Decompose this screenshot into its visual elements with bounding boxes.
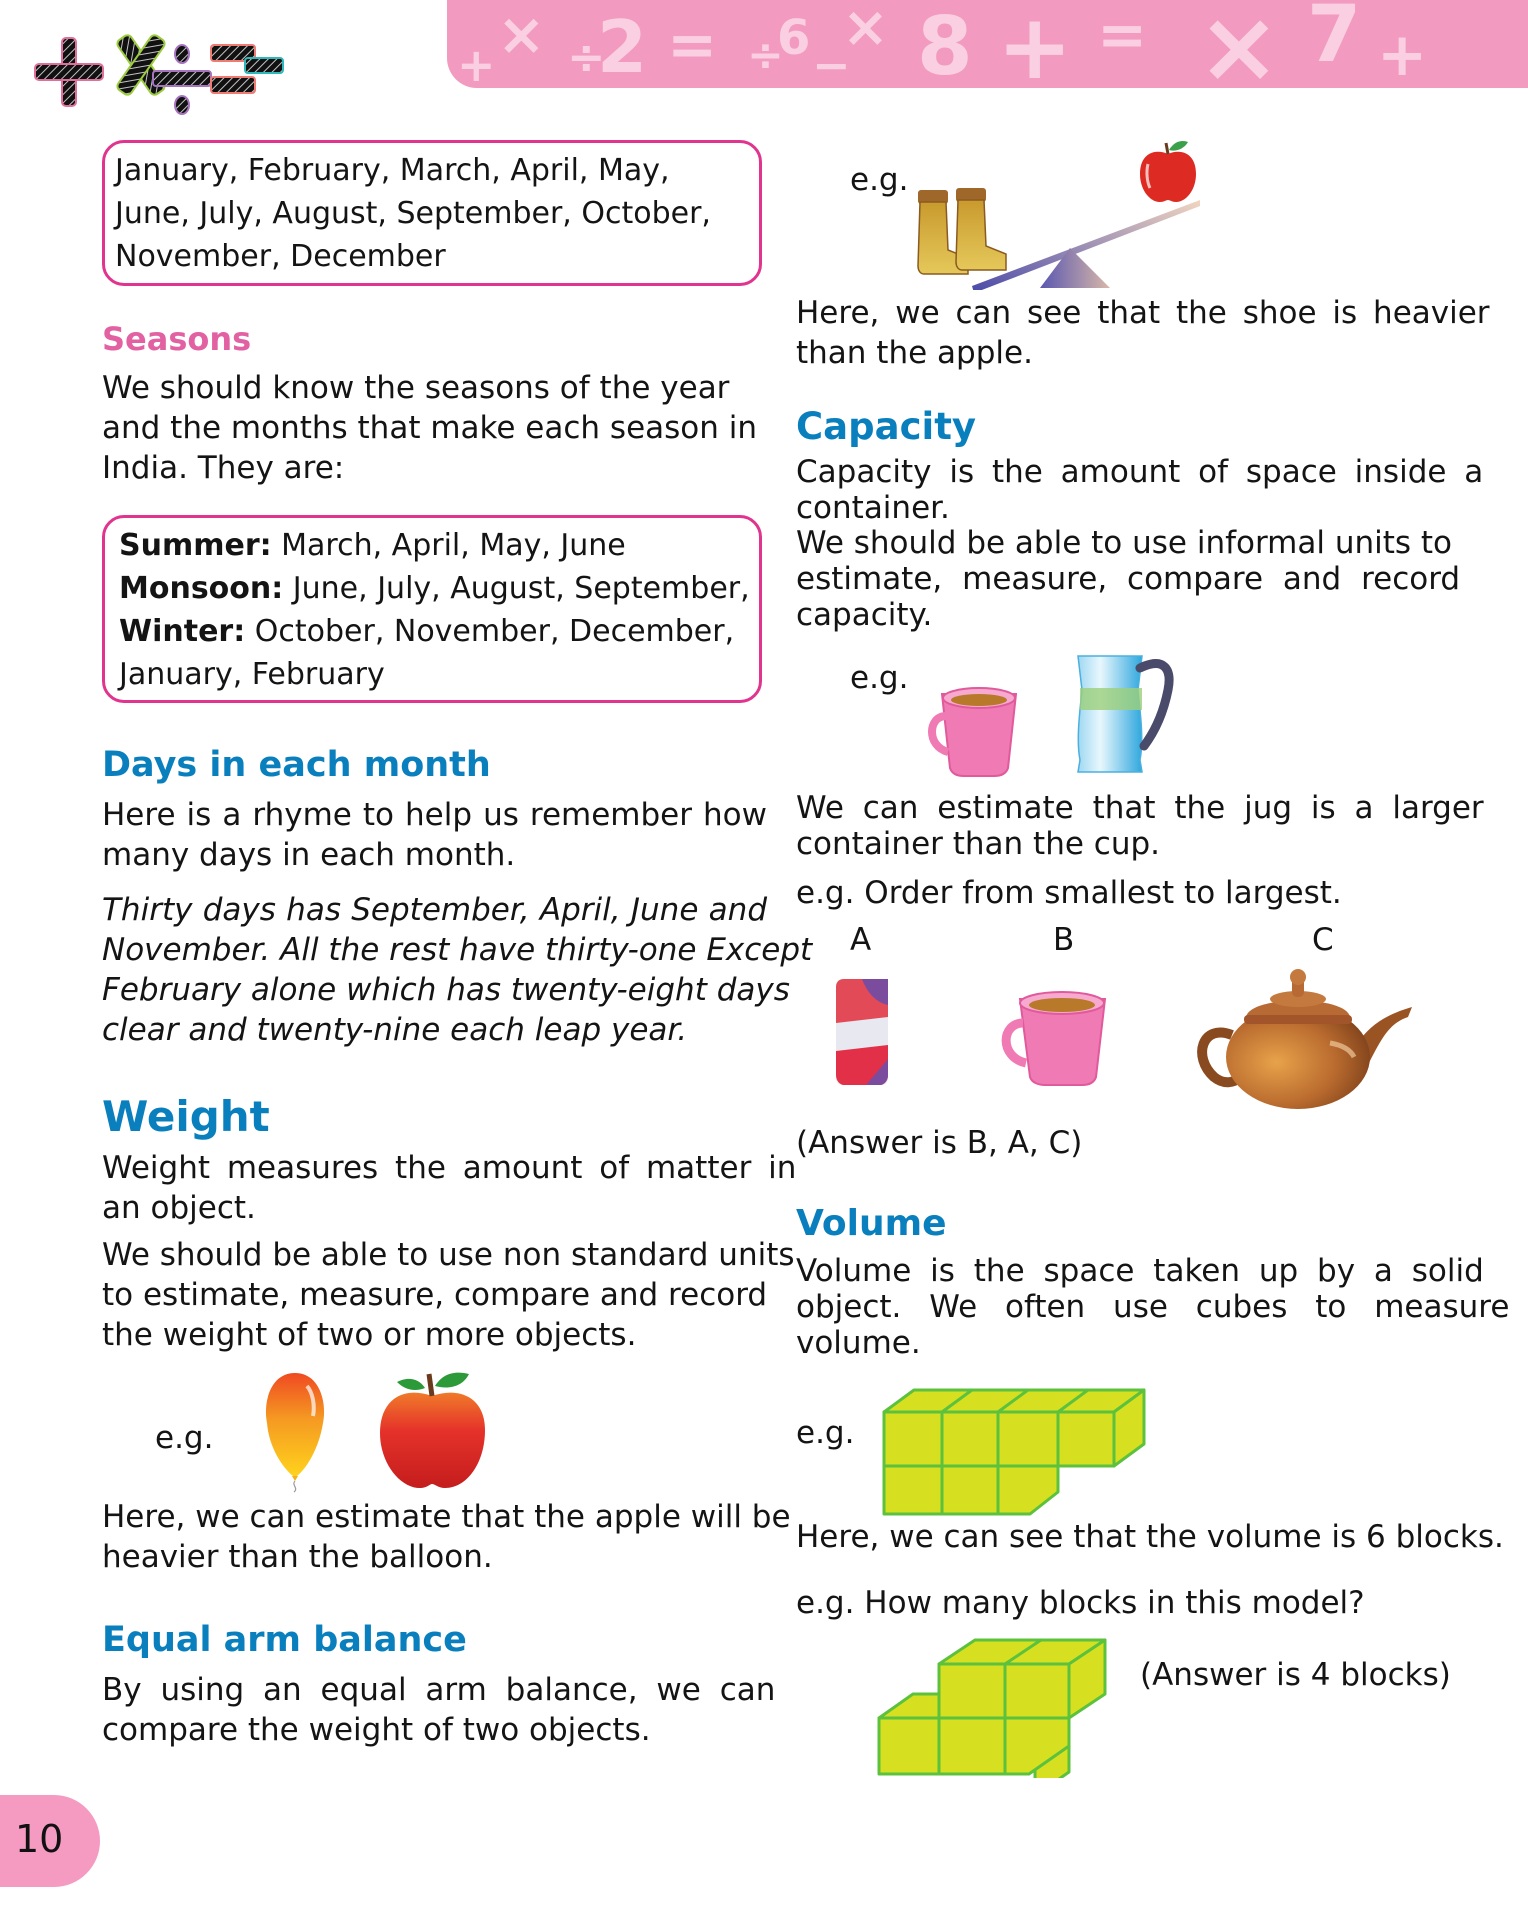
- header-band-glyph: 6: [777, 10, 811, 66]
- paragraph-line: Volume is the space taken up by a solid: [796, 1253, 1484, 1289]
- season-months: March, April, May, June: [271, 528, 626, 563]
- seesaw-eg-label: e.g.: [850, 162, 909, 198]
- seasons-box: [102, 515, 762, 703]
- days-rhyme: [102, 890, 813, 1050]
- months-line: November, December: [115, 239, 446, 274]
- paragraph-line: capacity.: [796, 597, 933, 633]
- times-icon: [116, 33, 167, 96]
- cube: [998, 1466, 1058, 1514]
- volume-eg-label: e.g.: [796, 1415, 855, 1451]
- seasons-paragraph: [102, 368, 767, 488]
- cube: [942, 1412, 998, 1466]
- paragraph-line: the weight of two or more objects.: [102, 1317, 637, 1353]
- apple-icon: [1140, 141, 1196, 202]
- weight-result: [102, 1497, 791, 1577]
- option-c-label: C: [1312, 922, 1334, 958]
- cube: [939, 1664, 1005, 1718]
- paragraph-line: heavier than the balloon.: [102, 1539, 493, 1575]
- option-b-label: B: [1053, 922, 1075, 958]
- paragraph-line: to estimate, measure, compare and record: [102, 1277, 768, 1313]
- volume-result: Here, we can see that the volume is 6 blocks.: [796, 1519, 1504, 1555]
- header-band-glyph: 8: [917, 0, 973, 88]
- boots-icon: [918, 188, 1006, 274]
- header-band-glyph: 2: [597, 5, 648, 88]
- season-monsoon: [119, 567, 750, 610]
- capacity-result: [796, 790, 1484, 862]
- paragraph-line: an object.: [102, 1190, 256, 1226]
- season-months: January, February: [119, 657, 385, 692]
- math-symbols-logo: [25, 30, 425, 120]
- minus-icon: [245, 58, 283, 73]
- rhyme-line: November. All the rest have thirty-one Except: [102, 932, 813, 968]
- header-band-glyph: ×: [842, 0, 889, 60]
- season-months: June, July, August, September,: [283, 571, 750, 606]
- volume-question: e.g. How many blocks in this model?: [796, 1585, 1365, 1621]
- cube: [879, 1718, 939, 1774]
- paragraph-line: Capacity is the amount of space inside a: [796, 454, 1484, 490]
- cube: [1005, 1664, 1069, 1718]
- paragraph-line: Weight measures the amount of matter in: [102, 1150, 797, 1186]
- balloon-image: [255, 1368, 335, 1493]
- paragraph-line: We should be able to use non standard units: [102, 1237, 795, 1273]
- seesaw-image: [910, 140, 1210, 290]
- paragraph-line: Here is a rhyme to help us remember how: [102, 797, 767, 833]
- paragraph-line: than the apple.: [796, 335, 1033, 371]
- seesaw-fulcrum: [1040, 248, 1110, 288]
- page-number: 10: [15, 1817, 64, 1861]
- rhyme-line: clear and twenty-nine each leap year.: [102, 1012, 688, 1048]
- plus-icon: [35, 38, 103, 106]
- cube-top-face-low: [879, 1694, 939, 1718]
- volume-definition: [796, 1253, 1510, 1361]
- seesaw-result: [796, 293, 1490, 373]
- header-band-glyph: 7: [1307, 0, 1362, 80]
- capacity-paragraph: [796, 525, 1460, 633]
- months-line: January, February, March, April, May,: [115, 153, 670, 188]
- seasons-heading: Seasons: [102, 320, 252, 358]
- cup-b-image: [995, 985, 1110, 1090]
- cube: [998, 1412, 1058, 1466]
- paragraph-line: estimate, measure, compare and record: [796, 561, 1461, 597]
- paragraph-line: We should know the seasons of the year: [102, 370, 730, 406]
- header-band-glyph: −: [812, 38, 851, 88]
- cube: [942, 1466, 998, 1514]
- header-band-glyph: +: [457, 38, 496, 88]
- rhyme-line: February alone which has twenty-eight days: [102, 972, 790, 1008]
- volume-heading: Volume: [796, 1203, 947, 1244]
- divide-icon: [153, 45, 211, 114]
- paragraph-line: compare the weight of two objects.: [102, 1712, 651, 1748]
- season-label: Winter:: [119, 614, 246, 649]
- cup-image: [920, 680, 1020, 780]
- paragraph-line: many days in each month.: [102, 837, 516, 873]
- header-band-glyph: ×: [1197, 0, 1281, 88]
- blocks-answer: (Answer is 4 blocks): [1140, 1657, 1451, 1693]
- header-band-glyph: ÷: [567, 30, 606, 84]
- order-answer: (Answer is B, A, C): [796, 1125, 1083, 1161]
- paragraph-line: We can estimate that the jug is a larger: [796, 790, 1484, 826]
- header-band-glyph: =: [1097, 0, 1148, 70]
- season-summer: [119, 524, 750, 567]
- header-band-glyph: ÷: [747, 30, 784, 81]
- cube: [1058, 1412, 1114, 1466]
- page-number-tab: [0, 1795, 100, 1887]
- can-image: [832, 975, 892, 1090]
- paragraph-line: object. We often use cubes to measure: [796, 1289, 1510, 1325]
- paragraph-line: Here, we can see that the shoe is heavier: [796, 295, 1490, 331]
- header-band-glyph: +: [1377, 20, 1428, 88]
- capacity-heading: Capacity: [796, 405, 976, 448]
- balance-heading: Equal arm balance: [102, 1620, 467, 1660]
- paragraph-line: container than the cup.: [796, 826, 1160, 862]
- paragraph-line: India. They are:: [102, 450, 345, 486]
- paragraph-line: volume.: [796, 1325, 921, 1361]
- weight-eg-label: e.g.: [155, 1420, 214, 1456]
- header-band-glyph: ×: [497, 0, 546, 68]
- header-band: [447, 0, 1528, 88]
- cube: [884, 1466, 942, 1514]
- days-intro: [102, 795, 767, 875]
- cube-model-4-blocks: [875, 1638, 1115, 1778]
- season-winter-cont: [119, 653, 750, 696]
- season-label: Summer:: [119, 528, 272, 563]
- season-label: Monsoon:: [119, 571, 284, 606]
- paragraph-line: container.: [796, 490, 950, 526]
- season-months: October, November, December,: [245, 614, 735, 649]
- order-prompt: e.g. Order from smallest to largest.: [796, 875, 1342, 911]
- teapot-image: [1190, 965, 1415, 1110]
- cube: [884, 1412, 942, 1466]
- jug-image: [1060, 650, 1185, 780]
- rhyme-line: Thirty days has September, April, June and: [102, 892, 767, 928]
- paragraph-line: By using an equal arm balance, we can: [102, 1672, 776, 1708]
- weight-paragraph: [102, 1235, 795, 1355]
- option-a-label: A: [850, 922, 872, 958]
- season-winter: [119, 610, 750, 653]
- weight-heading: Weight: [102, 1092, 270, 1141]
- months-box: [102, 140, 762, 286]
- paragraph-line: Here, we can estimate that the apple will be: [102, 1499, 791, 1535]
- header-band-glyph: =: [667, 10, 718, 80]
- weight-definition: [102, 1148, 797, 1228]
- paragraph-line: and the months that make each season in: [102, 410, 758, 446]
- paragraph-line: We should be able to use informal units to: [796, 525, 1453, 561]
- cube: [939, 1718, 1005, 1774]
- days-heading: Days in each month: [102, 745, 491, 785]
- months-line: June, July, August, September, October,: [115, 196, 711, 231]
- balance-paragraph: [102, 1670, 776, 1750]
- capacity-definition: [796, 454, 1484, 526]
- cube-model-6-blocks: [880, 1388, 1150, 1518]
- capacity-eg-label: e.g.: [850, 660, 909, 696]
- header-band-glyph: +: [997, 0, 1073, 88]
- apple-image: [375, 1368, 490, 1493]
